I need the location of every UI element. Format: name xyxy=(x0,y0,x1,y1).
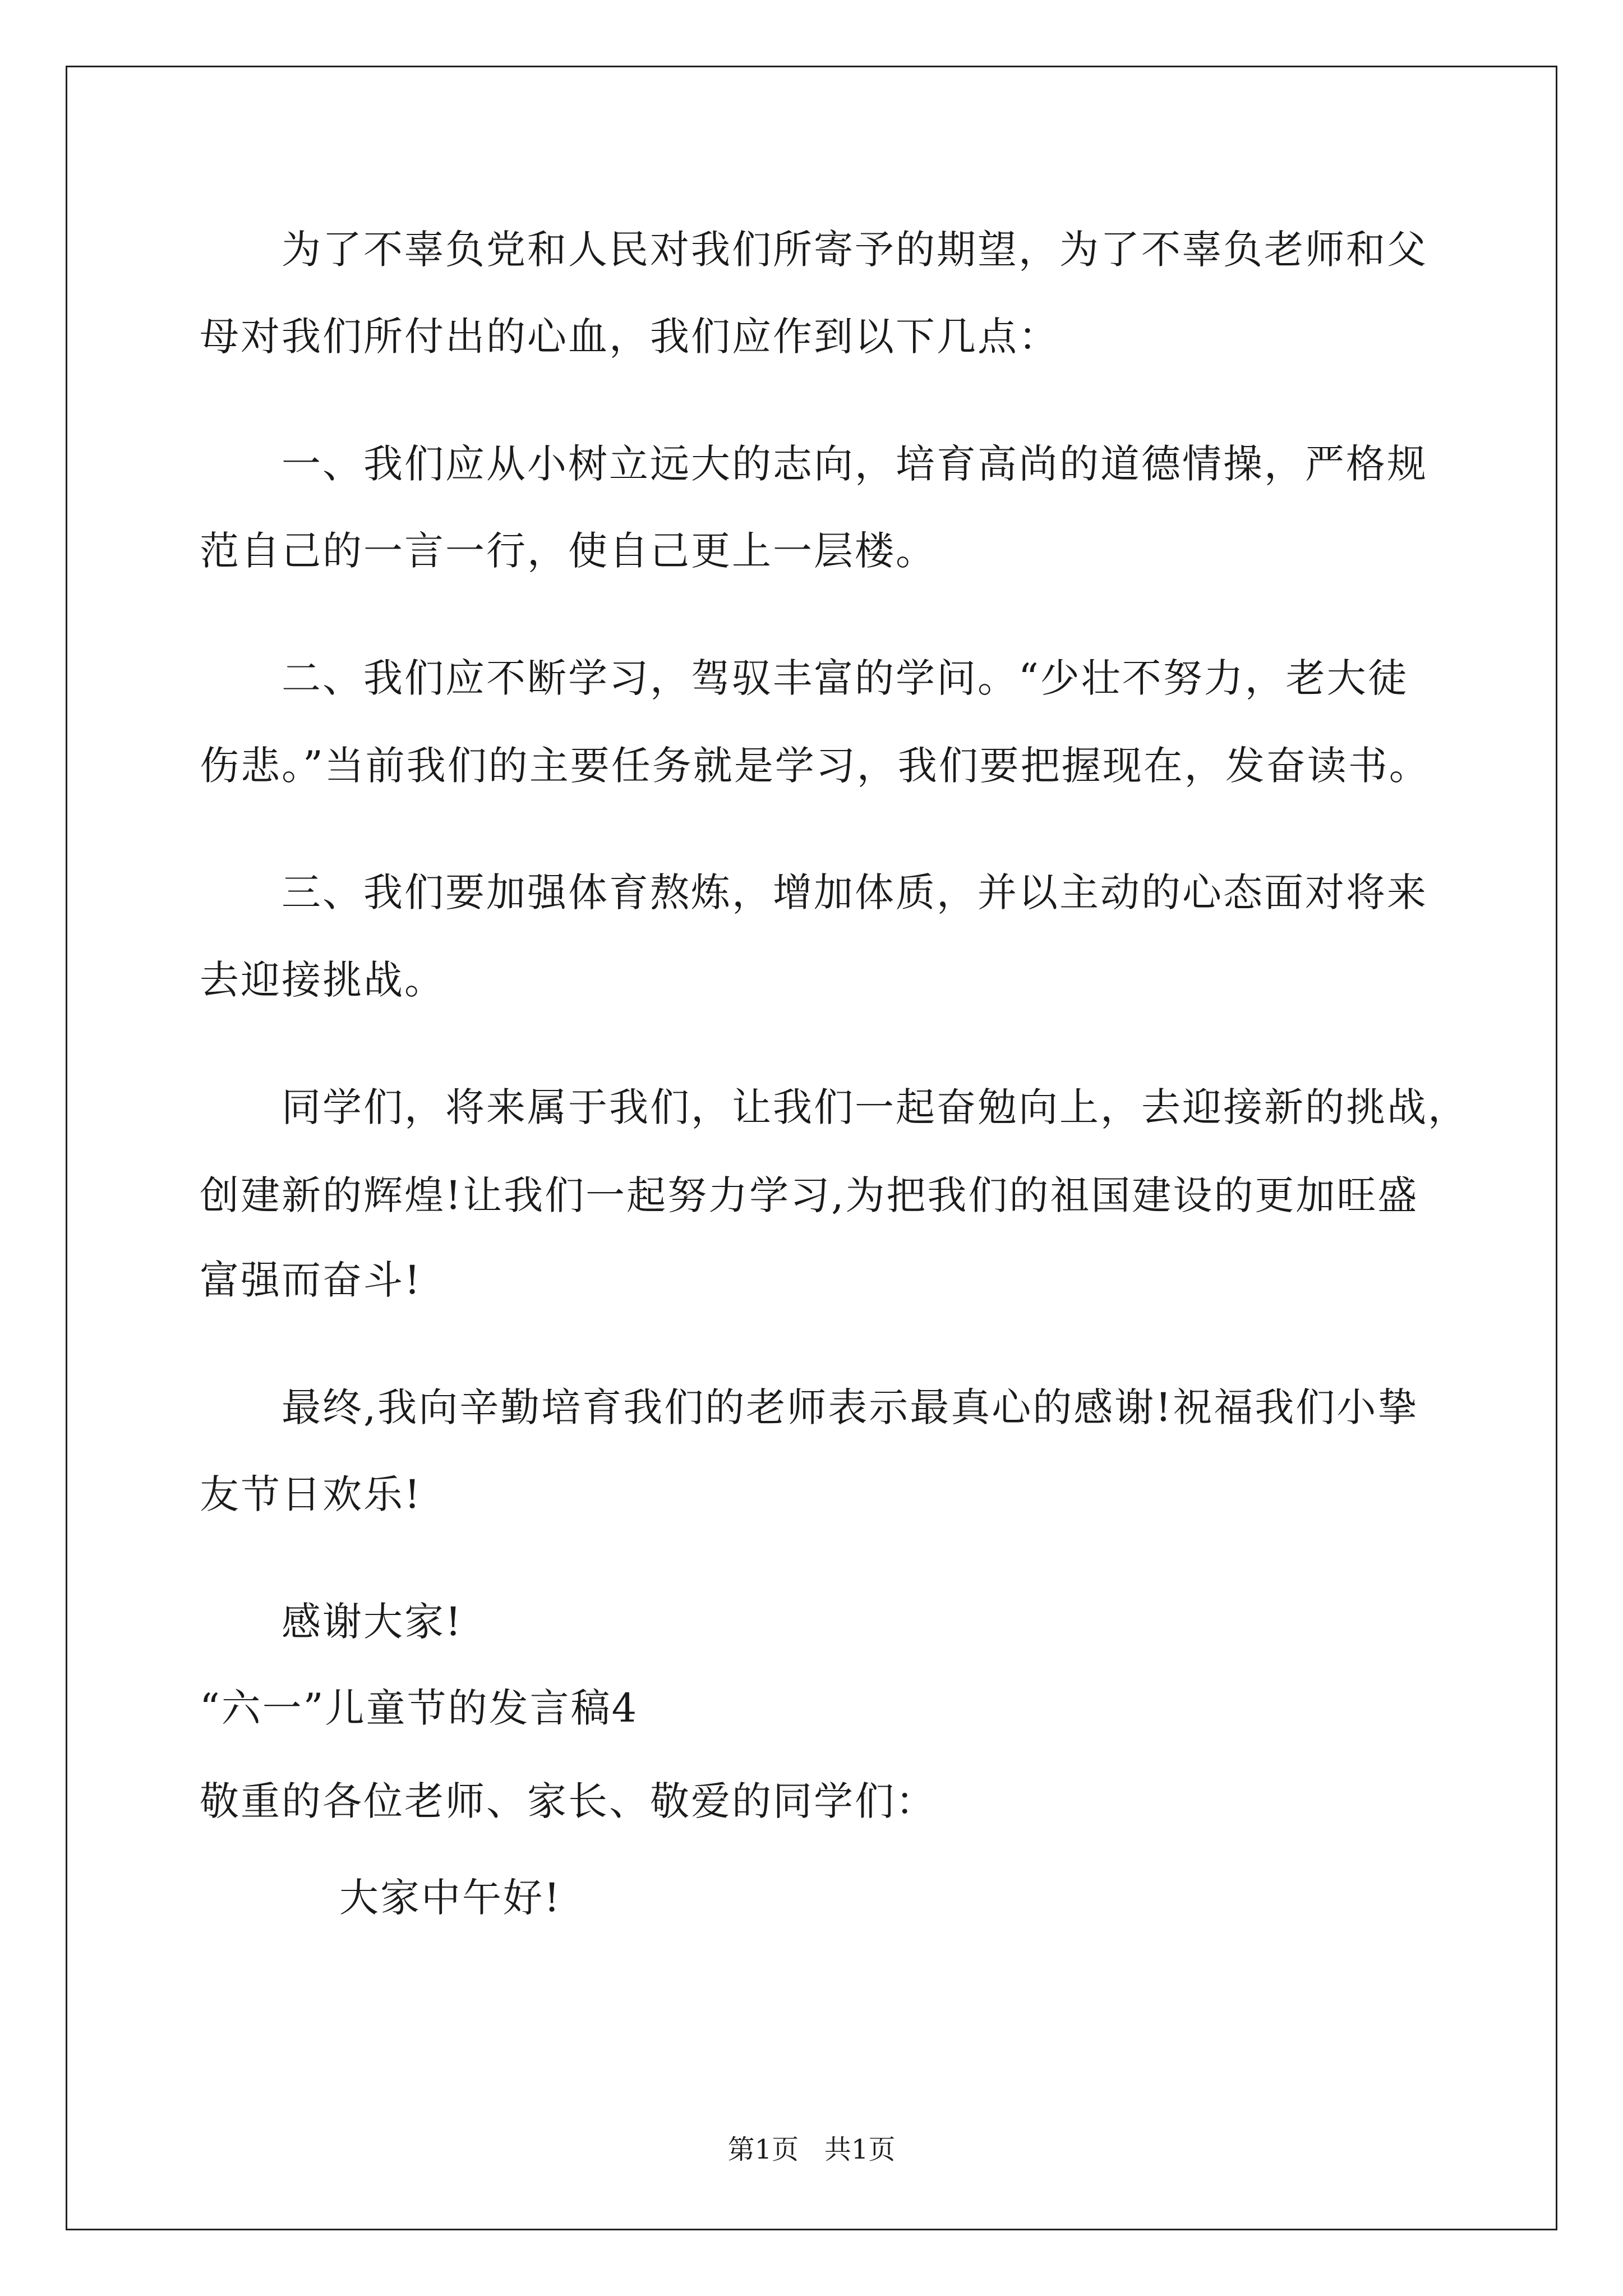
greeting: 大家中午好! xyxy=(339,1875,562,1921)
paragraph-line: 一、我们应从小树立远大的志向，培育高尚的道德情操，严格规 xyxy=(282,441,1428,487)
paragraph-line: 为了不辜负党和人民对我们所寄予的期望，为了不辜负老师和父 xyxy=(282,227,1428,273)
paragraph-line: 富强而奋斗! xyxy=(200,1257,422,1303)
paragraph-line: 伤悲。”当前我们的主要任务就是学习，我们要把握现在，发奋读书。 xyxy=(200,743,1430,789)
salutation: 敬重的各位老师、家长、敬爱的同学们： xyxy=(200,1778,937,1824)
paragraph-line: 三、我们要加强体育熬炼，增加体质，并以主动的心态面对将来 xyxy=(282,869,1428,915)
paragraph-line: 最终,我向辛勤培育我们的老师表示最真心的感谢!祝福我们小挚 xyxy=(282,1384,1419,1430)
section-heading: “六一”儿童节的发言稿4 xyxy=(200,1685,639,1731)
paragraph-line: 感谢大家! xyxy=(282,1599,463,1645)
paragraph-line: 母对我们所付出的心血，我们应作到以下几点： xyxy=(200,314,1059,360)
paragraph-line: 创建新的辉煌!让我们一起努力学习,为把我们的祖国建设的更加旺盛 xyxy=(200,1172,1419,1218)
paragraph-line: 同学们，将来属于我们，让我们一起奋勉向上，去迎接新的挑战， xyxy=(282,1084,1469,1130)
paragraph-line: 友节日欢乐! xyxy=(200,1471,422,1517)
paragraph-line: 去迎接挑战。 xyxy=(200,957,445,1003)
page-number-footer: 第1页 共1页 xyxy=(727,2134,896,2165)
paragraph-line: 范自己的一言一行，使自己更上一层楼。 xyxy=(200,528,937,574)
paragraph-line: 二、我们应不断学习，驾驭丰富的学问。“少壮不努力，老大徒 xyxy=(282,655,1409,701)
page-border xyxy=(66,66,1557,2230)
